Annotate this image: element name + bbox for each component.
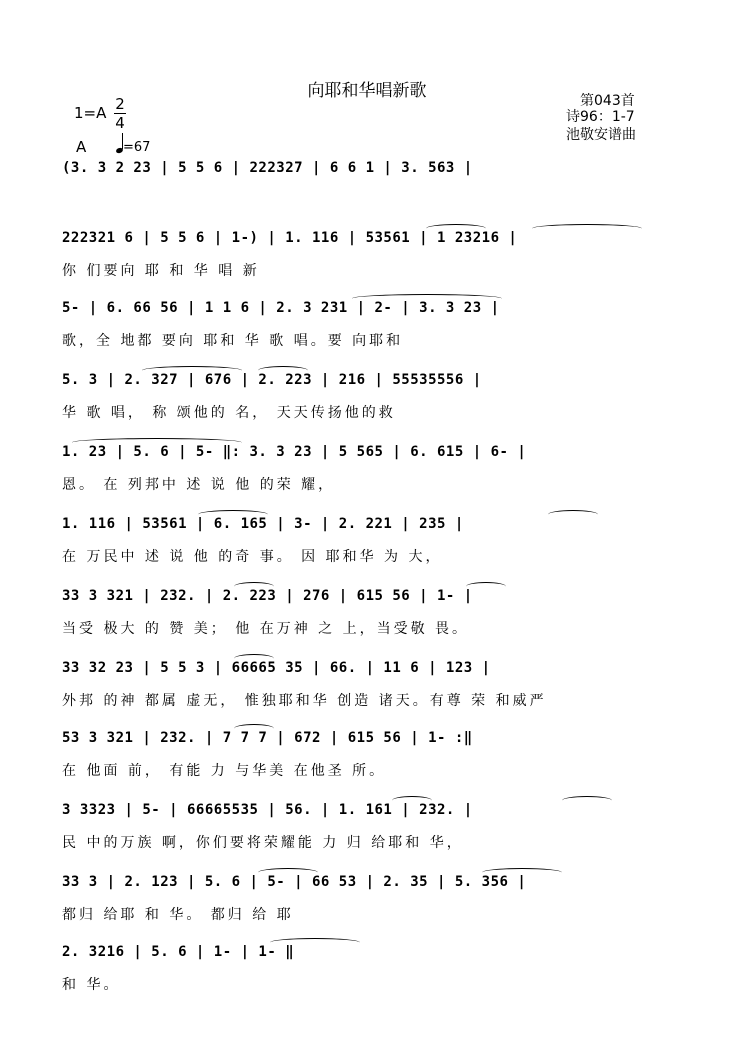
notation-line: 5- | 6. 66 56 | 1 1 6 | 2. 3 231 | 2- | 3. 3 23 | [62, 300, 672, 316]
scripture-reference: 诗96：1-7 [566, 109, 635, 125]
time-signature-top: 2 [115, 95, 125, 113]
notation-line: 3 3323 | 5- | 66665535 | 56. | 1. 161 | 232. | [62, 802, 672, 818]
lyric-line: 在 他面 前， 有能 力 与华美 在他圣 所。 [62, 763, 387, 779]
lyric-line: 和 华。 [62, 977, 121, 993]
song-title: 向耶和华唱新歌 [307, 81, 427, 101]
section-mark: A [76, 138, 87, 156]
notation-line: 1. 116 | 53561 | 6. 165 | 3- | 2. 221 | 235 | [62, 516, 672, 532]
key-signature: 1=A [74, 104, 107, 122]
tempo-marking [116, 133, 150, 155]
notation-line: 53 3 321 | 232. | 7 7 7 | 672 | 615 56 | 1- :‖ [62, 730, 672, 746]
notation-line: 33 3 321 | 232. | 2. 223 | 276 | 615 56 | 1- | [62, 588, 672, 604]
time-signature-bottom: 4 [115, 114, 125, 132]
lyric-line: 外邦 的神 都属 虚无， 惟独耶和华 创造 诸天。有尊 荣 和威严 [62, 693, 547, 709]
lyric-line: 华 歌 唱， 称 颂他的 名， 天天传扬他的救 [62, 405, 396, 421]
tempo-value: =67 [123, 140, 151, 155]
lyric-line: 你 们要向 耶 和 华 唱 新 [62, 263, 260, 279]
lyric-line: 在 万民中 述 说 他 的奇 事。 因 耶和华 为 大， [62, 549, 443, 565]
notation-line: 222321 6 | 5 5 6 | 1-) | 1. 116 | 53561 | 1 23216 | [62, 230, 672, 246]
notation-line: 2. 3216 | 5. 6 | 1- | 1- ‖ [62, 944, 672, 960]
lyric-line: 歌，全 地都 要向 耶和 华 歌 唱。要 向耶和 [62, 333, 404, 349]
lyric-line: 民 中的万族 啊，你们要将荣耀能 力 归 给耶和 华， [62, 835, 464, 851]
song-number: 第043首 [580, 93, 635, 109]
notation-line: 33 32 23 | 5 5 3 | 66665 35 | 66. | 11 6 | 123 | [62, 660, 672, 676]
notation-line: 33 3 | 2. 123 | 5. 6 | 5- | 66 53 | 2. 35 | 5. 356 | [62, 874, 672, 890]
notation-line: 1. 23 | 5. 6 | 5- ‖: 3. 3 23 | 5 565 | 6. 615 | 6- | [62, 444, 672, 460]
lyric-line: 都归 给耶 和 华。 都归 给 耶 [62, 907, 294, 923]
composer-credit: 池敬安谱曲 [566, 127, 636, 143]
lyric-line: 恩。 在 列邦中 述 说 他 的荣 耀， [62, 477, 336, 493]
time-signature [114, 96, 126, 131]
notation-line: 5. 3 | 2. 327 | 676 | 2. 223 | 216 | 55535556 | [62, 372, 672, 388]
notation-line: (3. 3 2 23 | 5 5 6 | 222327 | 6 6 1 | 3. 563 | [62, 160, 672, 176]
lyric-line: 当受 极大 的 赞 美； 他 在万神 之 上，当受敬 畏。 [62, 621, 470, 637]
